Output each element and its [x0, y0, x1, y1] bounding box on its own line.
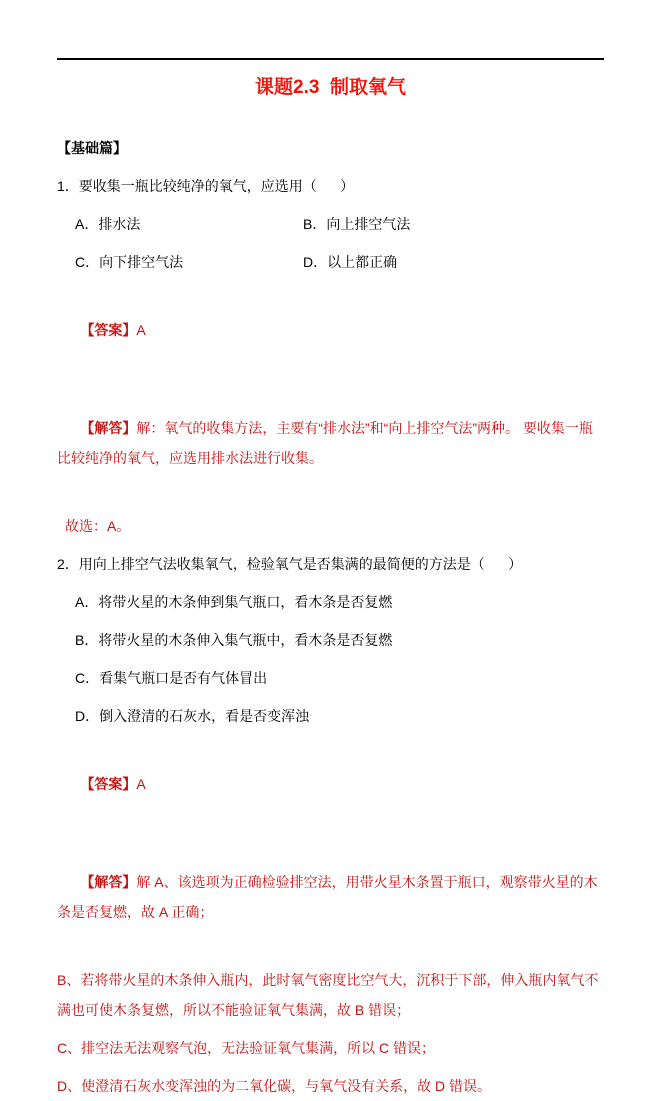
question-2-explanation-a	[57, 837, 604, 957]
question-2-option-b: B．将带火星的木条伸入集气瓶中，看木条是否复燃	[75, 632, 393, 648]
question-2-explanation-c: C、排空法无法观察气泡，无法验证氧气集满，所以 C 错误；	[57, 1040, 435, 1056]
question-2-option-a: A．将带火星的木条伸到集气瓶口，看木条是否复燃	[75, 594, 393, 610]
question-1-option-c: C．向下排空气法	[75, 254, 184, 270]
question-2-option-d: D．倒入澄清的石灰水，看是否变浑浊	[75, 708, 310, 724]
question-1-stem: 1．要收集一瓶比较纯净的氧气，应选用（ ）	[57, 178, 355, 194]
explanation-text: 解 A、该选项为正确检验排空法，用带火星木条置于瓶口，观察带火星的木条是否复燃，故 A 正确；	[57, 874, 598, 920]
answer-label: 【答案】	[80, 322, 137, 338]
question-1-options	[57, 209, 604, 277]
question-1-option-b: B．向上排空气法	[303, 216, 411, 232]
answer-label: 【答案】	[80, 776, 137, 792]
explanation-text: 解：氧气的收集方法，主要有“排水法”和“向上排空气法”两种。 要收集一瓶比较纯净的氧气，应选用排水法进行收集。	[57, 420, 593, 466]
answer-value: A	[136, 322, 146, 338]
question-2-block	[57, 549, 604, 1101]
question-1-option-a: A．排水法	[75, 216, 141, 232]
explanation-label: 【解答】	[80, 420, 137, 436]
worksheet-page	[0, 58, 661, 1101]
answer-value: A	[136, 776, 146, 792]
question-2-explanation-b: B、若将带火星的木条伸入瓶内，此时氧气密度比空气大，沉积于下部，伸入瓶内氧气不满也可使木条复燃，所以不能验证氧气集满，故 B 错误；	[57, 972, 599, 1018]
question-1-explanation	[57, 383, 604, 503]
section-label: 【基础篇】	[57, 140, 127, 156]
question-1-conclusion: 故选：A。	[65, 518, 131, 534]
question-1-options-row-1	[57, 209, 604, 239]
question-1-options-row-2	[57, 247, 604, 277]
question-1-option-d: D．以上都正确	[303, 254, 398, 270]
question-2-option-c: C．看集气瓶口是否有气体冒出	[75, 670, 268, 686]
question-2-stem: 2．用向上排空气法收集氧气，检验氧气是否集满的最简便的方法是（ ）	[57, 556, 523, 572]
question-2-explanation-d: D、使澄清石灰水变浑浊的为二氧化碳，与氧气没有关系，故 D 错误。	[57, 1078, 491, 1094]
header-rule	[57, 58, 604, 60]
explanation-label: 【解答】	[80, 874, 137, 890]
question-1-answer-line	[57, 285, 604, 375]
page-title: 课题2.3 制取氧气	[255, 77, 406, 98]
question-1-block	[57, 171, 604, 541]
question-2-answer-line	[57, 739, 604, 829]
